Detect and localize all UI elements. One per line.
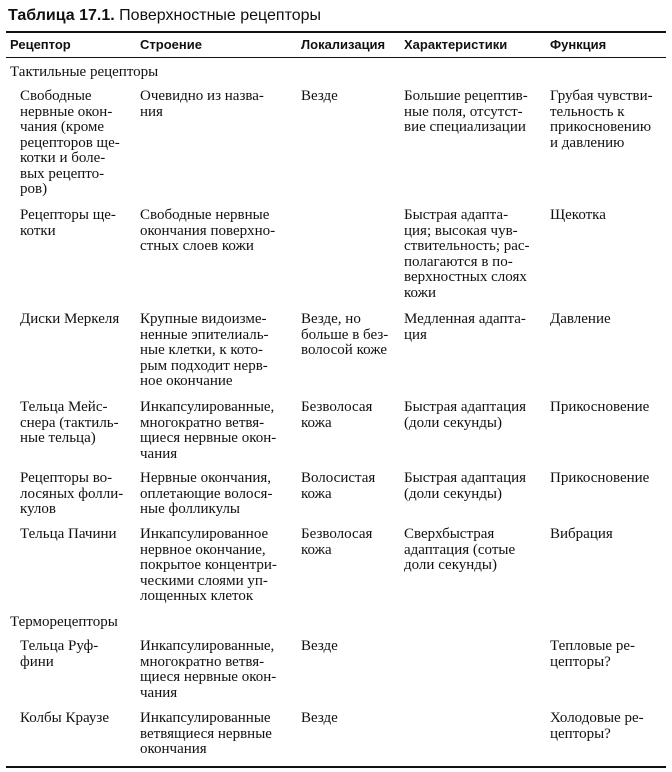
table-cell-structure: Нервные окончания, оплетающие волося- ные фолликулы bbox=[140, 470, 273, 517]
table-cell-structure: Свободные нервные окончания поверхно- стных слоев кожи bbox=[140, 207, 276, 254]
table-cell-structure: Крупные видоизме- ненные эпителиаль- ные клетки, к кото- рым подходит нерв- ное окончание bbox=[140, 311, 269, 389]
table-cell-function: Холодовые ре- цепторы? bbox=[550, 710, 644, 742]
bottom-rule bbox=[6, 766, 666, 768]
table-cell-function: Щекотка bbox=[550, 207, 606, 223]
table-cell-receptor: Свободные нервные окон- чания (кроме рецепторов ще- котки и боле- вых рецепто- ров) bbox=[20, 88, 120, 197]
table-cell-characteristics: Быстрая адапта- ция; высокая чув- ствительность; рас- полагаются в по- верхностных слоях кожи bbox=[404, 207, 530, 301]
table-cell-function: Вибрация bbox=[550, 526, 613, 542]
column-header-characteristics: Характеристики bbox=[404, 37, 508, 52]
table-cell-location: Безволосая кожа bbox=[301, 399, 373, 431]
table-cell-receptor: Рецепторы во- лосяных фолли- кулов bbox=[20, 470, 124, 517]
column-header-function: Функция bbox=[550, 37, 607, 52]
table-cell-characteristics: Быстрая адаптация (доли секунды) bbox=[404, 470, 527, 502]
column-header-structure: Строение bbox=[140, 37, 202, 52]
table-cell-function: Тепловые ре- цепторы? bbox=[550, 638, 635, 670]
section-heading-thermo: Терморецепторы bbox=[10, 614, 118, 630]
table-cell-function: Прикосновение bbox=[550, 399, 650, 415]
table-cell-characteristics: Сверхбыстрая адаптация (сотые доли секунды) bbox=[404, 526, 516, 573]
table-cell-structure: Инкапсулированные, многократно ветвя- щиеся нервные окон- чания bbox=[140, 638, 277, 701]
section-heading-tactile: Тактильные рецепторы bbox=[10, 64, 159, 80]
table-cell-function: Прикосновение bbox=[550, 470, 650, 486]
table-cell-receptor: Рецепторы ще- котки bbox=[20, 207, 116, 239]
table-cell-function: Грубая чувстви- тельность к прикосновению и давлению bbox=[550, 88, 653, 151]
table-cell-function: Давление bbox=[550, 311, 611, 327]
table-cell-location: Везде, но больше в без- волосой коже bbox=[301, 311, 389, 358]
table-cell-receptor: Диски Меркеля bbox=[20, 311, 120, 327]
table-cell-location: Везде bbox=[301, 638, 338, 654]
table-cell-characteristics: Медленная адапта- ция bbox=[404, 311, 526, 343]
table-cell-structure: Очевидно из назва- ния bbox=[140, 88, 264, 120]
table-cell-location: Безволосая кожа bbox=[301, 526, 373, 558]
table-cell-location: Волосистая кожа bbox=[301, 470, 376, 502]
table-cell-structure: Инкапсулированные, многократно ветвя- щиеся нервные окон- чания bbox=[140, 399, 277, 462]
table-number: Таблица 17.1. bbox=[8, 7, 115, 24]
table-cell-structure: Инкапсулированное нервное окончание, покрытое концентри- ческими слоями уп- лощенных клеток bbox=[140, 526, 277, 604]
top-rule bbox=[6, 31, 666, 33]
table-cell-receptor: Колбы Краузе bbox=[20, 710, 109, 726]
header-rule bbox=[6, 57, 666, 58]
table-cell-receptor: Тельца Руф- фини bbox=[20, 638, 99, 670]
column-header-location: Локализация bbox=[301, 37, 386, 52]
table-caption bbox=[8, 6, 321, 26]
table-title: Поверхностные рецепторы bbox=[119, 7, 322, 24]
table-cell-location: Везде bbox=[301, 88, 338, 104]
table-cell-location: Везде bbox=[301, 710, 338, 726]
table-cell-receptor: Тельца Пачини bbox=[20, 526, 117, 542]
table-cell-receptor: Тельца Мейс- снера (тактиль- ные тельца) bbox=[20, 399, 119, 446]
column-header-receptor: Рецептор bbox=[10, 37, 71, 52]
table-cell-structure: Инкапсулированные ветвящиеся нервные окончания bbox=[140, 710, 272, 757]
table-cell-characteristics: Большие рецептив- ные поля, отсутст- вие специализации bbox=[404, 88, 528, 135]
table-cell-characteristics: Быстрая адаптация (доли секунды) bbox=[404, 399, 527, 431]
